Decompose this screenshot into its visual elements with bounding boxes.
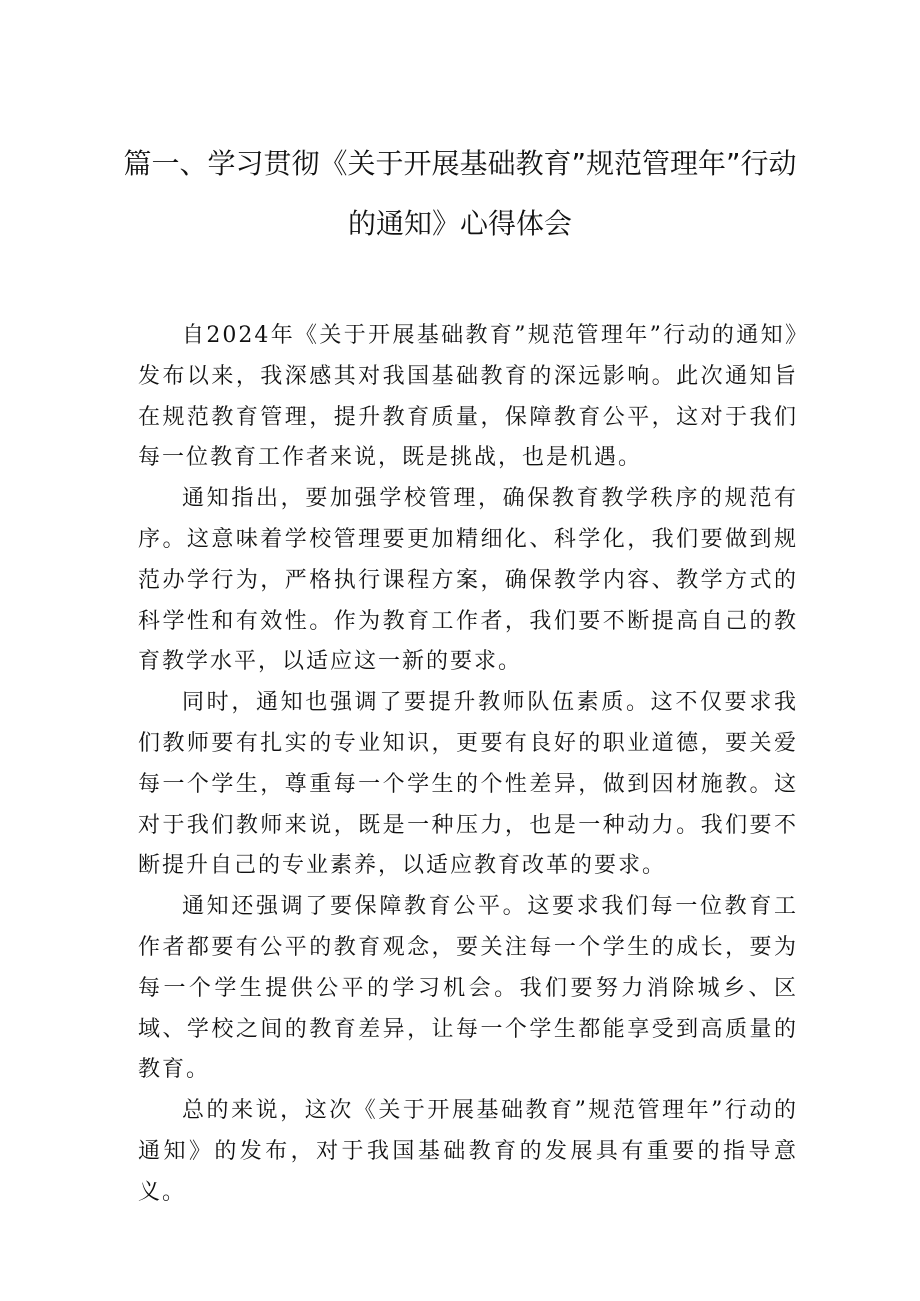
document-body: [138, 316, 798, 1214]
document-title-line-2: 的通知》心得体会: [347, 207, 572, 240]
paragraph-teacher-quality: 同时，通知也强调了要提升教师队伍素质。这不仅要求我们教师要有扎实的专业知识，更要有良好的职业道德，要关爱每一个学生，尊重每一个学生的个性差异，做到因材施教。这对于我们教师来说，既是一种压力，也是一种动力。我们要不断提升自己的专业素养，以适应教育改革的要求。: [138, 690, 798, 879]
document-title-line-1: 篇一、学习贯彻《关于开展基础教育”规范管理年”行动: [123, 147, 797, 180]
paragraph-intro: 自2024年《关于开展基础教育”规范管理年”行动的通知》发布以来，我深感其对我国基础教育的深远影响。此次通知旨在规范教育管理，提升教育质量，保障教育公平，这对于我们每一位教育工作者来说，既是挑战，也是机遇。: [138, 323, 798, 471]
paragraph-school-management: 通知指出，要加强学校管理，确保教育教学秩序的规范有序。这意味着学校管理要更加精细化、科学化，我们要做到规范办学行为，严格执行课程方案，确保教学内容、教学方式的科学性和有效性。作为教育工作者，我们要不断提高自己的教育教学水平，以适应这一新的要求。: [138, 486, 798, 675]
paragraph-conclusion: 总的来说，这次《关于开展基础教育”规范管理年”行动的通知》的发布，对于我国基础教育的发展具有重要的指导意义。: [138, 1098, 798, 1205]
paragraph-education-equity: 通知还强调了要保障教育公平。这要求我们每一位教育工作者都要有公平的教育观念，要关注每一个学生的成长，要为每一个学生提供公平的学习机会。我们要努力消除城乡、区域、学校之间的教育差异，让每一个学生都能享受到高质量的教育。: [138, 894, 798, 1083]
